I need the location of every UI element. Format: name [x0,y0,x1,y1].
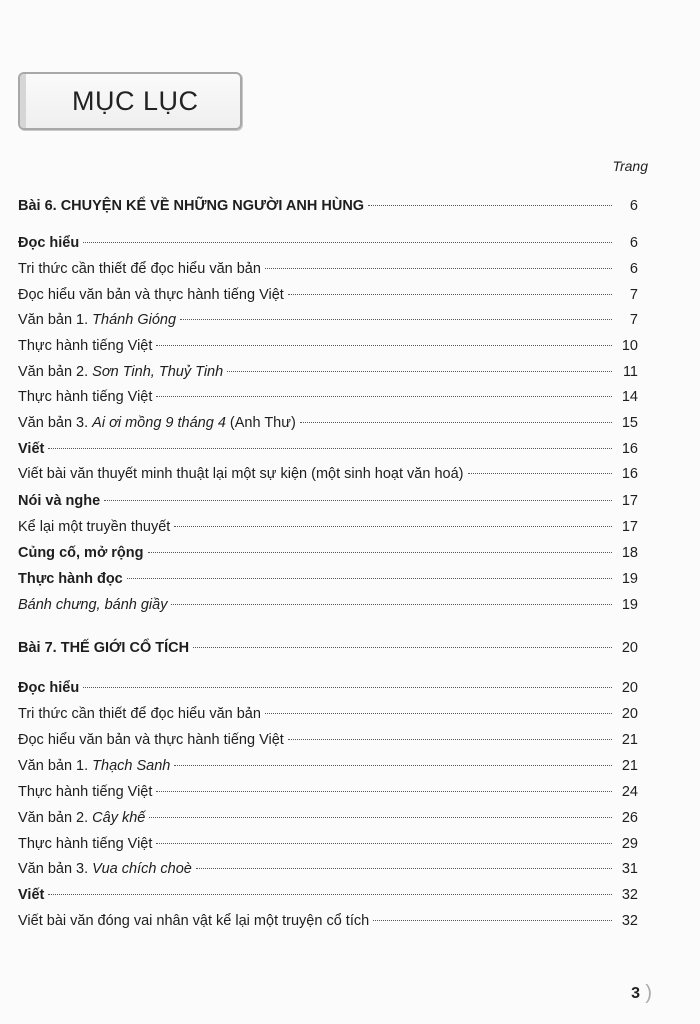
toc-leader-dots [288,294,612,295]
toc-entry-page: 7 [629,287,638,303]
toc-entry-page: 20 [621,706,638,722]
toc-entry [18,438,638,460]
toc-leader-dots [174,526,612,527]
toc-leader-dots [156,791,612,792]
toc-entry-page: 16 [621,441,638,457]
toc-entry-label [18,361,223,383]
toc-leader-dots [83,242,612,243]
toc-entry [18,232,638,254]
toc-entry-page: 24 [621,784,638,800]
toc-entry-label: Đọc hiểu [18,680,80,696]
toc-entry [18,729,638,751]
toc-entry [18,781,638,803]
toc-entry [18,412,638,434]
toc-entry-label: Củng cố, mở rộng [18,545,144,561]
toc-entry [18,542,638,564]
toc-entry [18,463,638,485]
toc-entry-page: 29 [621,836,638,852]
toc-leader-dots [368,205,612,206]
toc-entry [18,637,638,659]
toc-entry [18,258,638,280]
toc-leader-dots [149,817,612,818]
toc-entry-page: 32 [621,887,638,903]
toc-entry-label [18,858,192,880]
toc-entry-label: Đọc hiểu văn bản và thực hành tiếng Việt [18,287,284,303]
toc-leader-dots [127,578,612,579]
toc-entry-prefix: Văn bản 2. [18,810,93,826]
toc-leader-dots [373,920,612,921]
toc-leader-dots [104,500,612,501]
toc-entry-page: 17 [621,519,638,535]
toc-entry-page: 6 [629,198,638,214]
toc-entry-prefix: Văn bản 2. [18,364,93,380]
toc-leader-dots [48,448,612,449]
toc-entry-page: 21 [621,758,638,774]
toc-leader-dots [468,473,613,474]
toc-entry-label [18,755,170,777]
toc-entry-label [18,412,296,434]
page-column-label: Trang [612,158,648,174]
toc-entry-label: Thực hành tiếng Việt [18,338,153,354]
toc-entry-page: 11 [622,364,638,380]
page-title: MỤC LỤC [72,86,199,116]
toc-entry [18,755,638,777]
toc-entry-prefix: Văn bản 3. [18,861,93,877]
toc-entry-prefix: Văn bản 1. [18,312,93,328]
toc-entry-label: Thực hành đọc [18,571,123,587]
toc-leader-dots [156,345,612,346]
toc-entry-page: 26 [621,810,638,826]
toc-entry-page: 19 [621,597,638,613]
toc-entry-label: Thực hành tiếng Việt [18,389,153,405]
toc-entry-label: Tri thức cần thiết để đọc hiểu văn bản [18,706,261,722]
toc-entry-label: Viết [18,887,45,903]
toc-entry-label: Thực hành tiếng Việt [18,836,153,852]
toc-leader-dots [156,843,612,844]
toc-leader-dots [174,765,612,766]
toc-entry [18,195,638,217]
toc-entry-work-title: Cây khế [92,810,146,826]
toc-entry-label: Bánh chưng, bánh giầy [18,597,168,613]
toc-entry-label: Tri thức cần thiết để đọc hiểu văn bản [18,261,261,277]
toc-entry-page: 14 [621,389,638,405]
toc-entry-page: 18 [621,545,638,561]
toc-entry [18,677,638,699]
toc-leader-dots [171,604,612,605]
toc-leader-dots [196,868,612,869]
toc-entry-work-title: Vua chích choè [92,861,192,877]
toc-entry-page: 20 [621,680,638,696]
toc-entry-page: 10 [621,338,638,354]
toc-entry [18,516,638,538]
toc-entry [18,884,638,906]
page-number-bracket-icon: ) [645,982,652,1004]
toc-entry-label: Bài 6. CHUYỆN KỂ VỀ NHỮNG NGƯỜI ANH HÙNG [18,198,365,214]
toc-entry-label: Đọc hiểu [18,235,80,251]
toc-entry-label [18,309,176,331]
toc-leader-dots [227,371,612,372]
toc-entry-page: 16 [621,466,638,482]
toc-leader-dots [83,687,612,688]
toc-entry-page: 6 [629,261,638,277]
toc-entry [18,309,638,331]
toc-entry-label: Đọc hiểu văn bản và thực hành tiếng Việt [18,732,284,748]
toc-leader-dots [148,552,613,553]
toc-leader-dots [193,647,612,648]
toc-entry-label [18,807,145,829]
toc-leader-dots [288,739,612,740]
toc-entry-page: 31 [621,861,638,877]
toc-entry-label: Viết bài văn thuyết minh thuật lại một sự kiện (một sinh hoạt văn hoá) [18,466,464,482]
toc-entry [18,284,638,306]
toc-entry-label: Bài 7. THẾ GIỚI CỔ TÍCH [18,640,190,656]
toc-entry [18,858,638,880]
toc-entry [18,703,638,725]
toc-entry-page: 19 [621,571,638,587]
toc-entry-label: Nói và nghe [18,493,101,509]
toc-leader-dots [180,319,612,320]
toc-entry-page: 7 [629,312,638,328]
toc-entry-work-title: Thạch Sanh [92,758,171,774]
toc-leader-dots [48,894,612,895]
toc-entry-label: Thực hành tiếng Việt [18,784,153,800]
toc-entry [18,386,638,408]
toc-entry-page: 15 [621,415,638,431]
toc-entry [18,361,638,383]
toc-entry-prefix: Văn bản 1. [18,758,93,774]
toc-entry-page: 6 [629,235,638,251]
toc-entry-work-title: Sơn Tinh, Thuỷ Tinh [92,364,224,380]
toc-entry-suffix: (Anh Thư) [225,415,296,431]
title-accent-bar [20,74,26,128]
toc-entry [18,335,638,357]
toc-entry-page: 21 [621,732,638,748]
toc-leader-dots [265,713,612,714]
toc-entry [18,910,638,932]
toc-entry [18,568,638,590]
toc-entry-page: 20 [621,640,638,656]
toc-entry-prefix: Văn bản 3. [18,415,93,431]
toc-entry-page: 32 [621,913,638,929]
toc-entry-label: Kể lại một truyền thuyết [18,519,171,535]
toc-entry-page: 17 [621,493,638,509]
toc-entry-label: Viết [18,441,45,457]
toc-leader-dots [265,268,612,269]
toc-entry-label: Viết bài văn đóng vai nhân vật kể lại một truyện cổ tích [18,913,370,929]
toc-leader-dots [156,396,612,397]
toc-entry-work-title: Ai ơi mồng 9 tháng 4 [92,415,226,431]
title-box [18,72,242,130]
toc-leader-dots [300,422,612,423]
toc-entry [18,490,638,512]
toc-entry-work-title: Thánh Gióng [92,312,177,328]
toc-entry [18,594,638,616]
page-number: 3 [631,985,640,1002]
toc-entry [18,807,638,829]
toc-entry [18,833,638,855]
